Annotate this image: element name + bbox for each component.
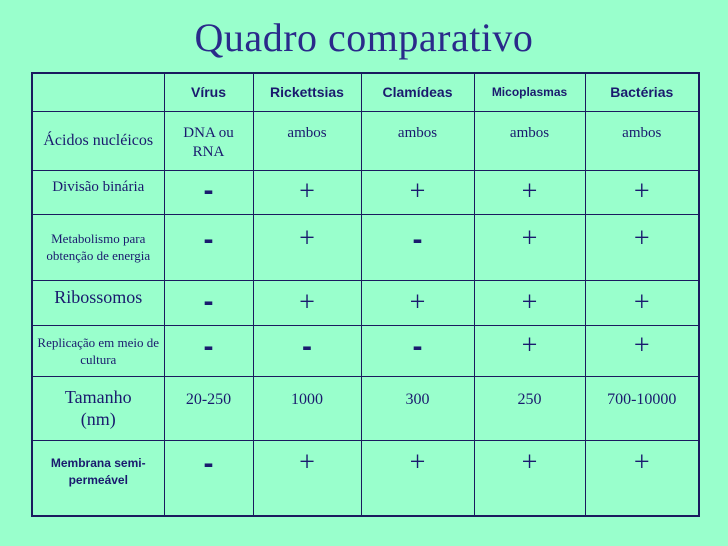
table-cell: + [474, 214, 585, 280]
header-micoplasmas: Micoplasmas [474, 73, 585, 111]
table-cell: - [361, 325, 474, 376]
table-cell: - [164, 280, 253, 325]
table-cell: + [474, 440, 585, 516]
table-cell: - [164, 325, 253, 376]
table-cell: + [474, 170, 585, 214]
header-rickettsias: Rickettsias [253, 73, 361, 111]
table-cell: ambos [253, 111, 361, 170]
table-cell: + [585, 280, 699, 325]
table-cell: 300 [361, 376, 474, 440]
table-cell: + [474, 325, 585, 376]
table-cell: + [474, 280, 585, 325]
table-cell: 700-10000 [585, 376, 699, 440]
header-clamideas: Clamídeas [361, 73, 474, 111]
row-label: Metabolismo para obtenção de energia [32, 214, 164, 280]
table-cell: ambos [474, 111, 585, 170]
table-row [32, 111, 699, 170]
table-cell: + [585, 325, 699, 376]
table-row [32, 214, 699, 280]
table-row [32, 325, 699, 376]
table-header-row [32, 73, 699, 111]
table-cell: ambos [585, 111, 699, 170]
header-virus: Vírus [164, 73, 253, 111]
table-cell: + [361, 440, 474, 516]
table-cell: 20-250 [164, 376, 253, 440]
table-cell: 1000 [253, 376, 361, 440]
table-cell: + [361, 170, 474, 214]
table-cell: + [585, 440, 699, 516]
header-bacterias: Bactérias [585, 73, 699, 111]
table-row [32, 440, 699, 516]
table-cell: - [164, 440, 253, 516]
table-cell: + [253, 280, 361, 325]
header-corner-cell [32, 73, 164, 111]
table-cell: - [253, 325, 361, 376]
row-label: Ribossomos [32, 280, 164, 325]
table-row [32, 376, 699, 440]
table-cell: - [164, 170, 253, 214]
row-label: Ácidos nucléicos [32, 111, 164, 170]
table-cell: + [585, 170, 699, 214]
table-cell: 250 [474, 376, 585, 440]
table-row [32, 280, 699, 325]
page-title: Quadro comparativo [194, 15, 534, 60]
table-cell: + [585, 214, 699, 280]
row-label: Divisão binária [32, 170, 164, 214]
table-cell: + [253, 170, 361, 214]
table-row [32, 170, 699, 214]
row-label: Replicação em meio de cultura [32, 325, 164, 376]
table-cell: - [361, 214, 474, 280]
row-label: Tamanho (nm) [32, 376, 164, 440]
table-cell: + [253, 214, 361, 280]
row-label: Membrana semi-permeável [32, 440, 164, 516]
comparison-table [31, 72, 700, 517]
table-cell: DNA ou RNA [164, 111, 253, 170]
table-cell: + [253, 440, 361, 516]
table-cell: ambos [361, 111, 474, 170]
table-cell: + [361, 280, 474, 325]
table-cell: - [164, 214, 253, 280]
